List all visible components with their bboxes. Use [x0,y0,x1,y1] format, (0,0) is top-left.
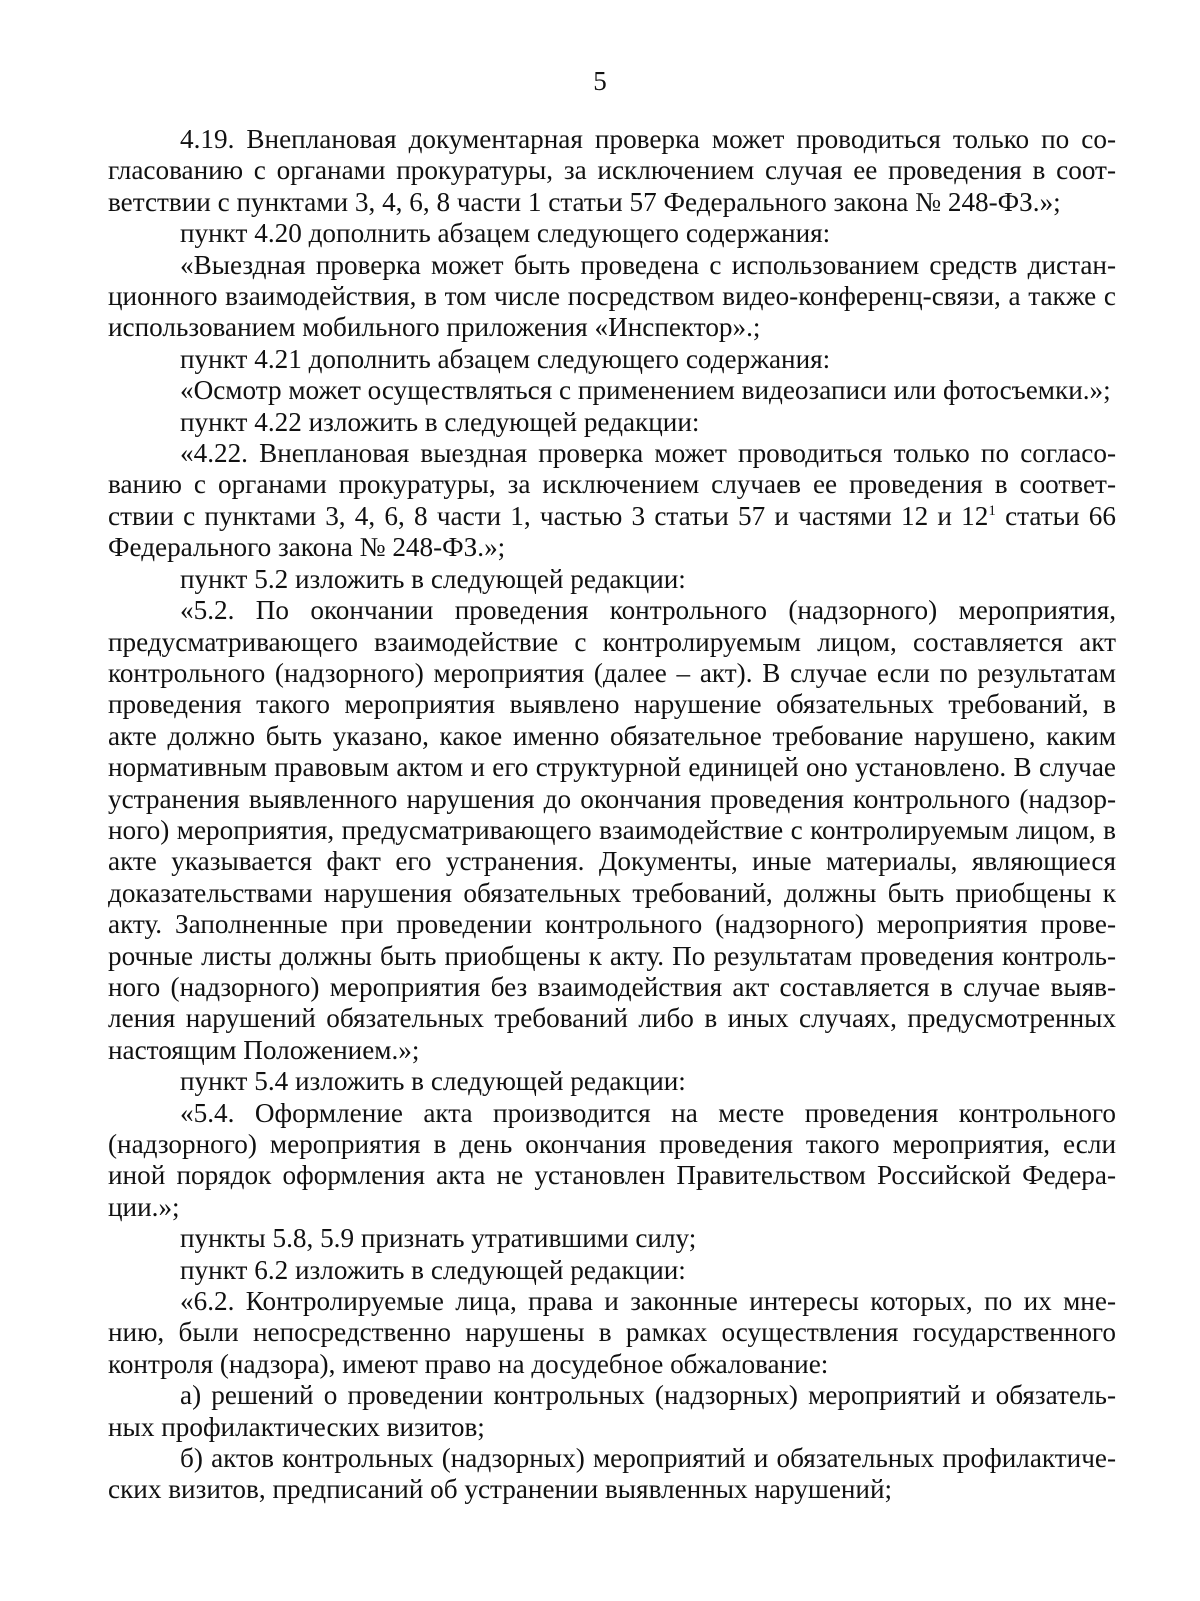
paragraph-item-6-2: пункт 6.2 изложить в следующей редакции: [180,1254,686,1285]
paragraph-4-22-part-2: статьи 66 Федерального закона № 248-ФЗ.»; [108,500,1116,563]
paragraph-6-2-a: а) решений о проведении контрольных (надзорных) мероприятий и обязательных профилактических визитов; [108,1380,1116,1442]
paragraph-6-2-b: б) актов контрольных (надзорных) мероприятий и обязательных профилактических визитов, предписаний об устранении выявленных нарушений; [108,1443,1116,1505]
paragraph-5-4-text: «5.4. Оформление акта производится на месте проведения контрольного (надзорного) мероприятия в день окончания проведения такого мероприятия, если иной порядок оформления акта не установлен Правительством Российской Федерации.»; [108,1097,1116,1222]
paragraph-item-4-21: пункт 4.21 дополнить абзацем следующего содержания: [180,343,831,374]
paragraph-4-22-part-1: «4.22. Внеплановая выездная проверка может проводиться только по согласованию с органами прокуратуры, за исключением случаев ее проведения в соответствии с пунктами 3, 4, 6, 8 части 1, частью 3 статьи 57 и частями 12 и 12 [108,438,1116,531]
paragraph-4-21-text: «Осмотр может осуществляться с применением видеозаписи или фотосъемки.»; [180,375,1111,406]
paragraph-item-4-20: пункт 4.20 дополнить абзацем следующего содержания: [180,218,831,249]
paragraph-item-4-22: пункт 4.22 изложить в следующей редакции: [180,406,700,437]
paragraph-4-19: 4.19. Внеплановая документарная проверка может проводиться только по согласованию с органами прокуратуры, за исключением случая ее проведения в соответствии с пунктами 3, 4, 6, 8 части 1 статьи 57 Федерального закона № 248-ФЗ.»; [108,124,1116,217]
paragraph-4-20-text: «Выездная проверка может быть проведена с использованием средств дистанционного взаимодействия, в том числе посредством видео-конференц-связи, а также с использованием мобильного приложения «Инспектор».; [108,249,1116,343]
paragraph-6-2-text: «6.2. Контролируемые лица, права и законные интересы которых, по их мнению, были непосредственно нарушены в рамках осуществления государственного контроля (надзора), имеют право на досудебное обжалование: [108,1286,1116,1379]
paragraph-5-2-text: «5.2. По окончании проведения контрольного (надзорного) мероприятия, предусматривающего взаимодействие с контролируемым лицом, составляется акт контрольного (надзорного) мероприятия (далее – акт). В случае если по результатам проведения такого мероприятия выявлено нарушение обязательных требований, в акте должно быть указано, какое именно обязательное требование нарушено, каким нормативным правовым актом и его структурной единицей оно установлено. В случае устранения выявленного нарушения до окончания проведения контрольного (надзорного) мероприятия, предусматривающего взаимодействие с контролируемым лицом, в акте указывается факт его устранения. Документы, иные материалы, являющиеся доказательствами нарушения обязательных требований, должны быть приобщены к акту. Заполненные при проведении контрольного (надзорного) мероприятия проверочные листы должны быть приобщены к акту. По результатам проведения контрольного (надзорного) мероприятия без взаимодействия акт составляется в случае выявления нарушений обязательных требований либо в иных случаях, предусмотренных настоящим Положением.»; [108,595,1116,1065]
paragraph-items-5-8-5-9: пункты 5.8, 5.9 признать утратившими силу; [180,1223,697,1254]
paragraph-4-22-text [108,438,1116,564]
page-number: 5 [593,66,607,96]
paragraph-item-5-4: пункт 5.4 изложить в следующей редакции: [180,1066,686,1097]
paragraph-item-5-2: пункт 5.2 изложить в следующей редакции: [180,563,686,594]
document-body [108,124,1116,1506]
superscript-1: 1 [988,502,996,519]
